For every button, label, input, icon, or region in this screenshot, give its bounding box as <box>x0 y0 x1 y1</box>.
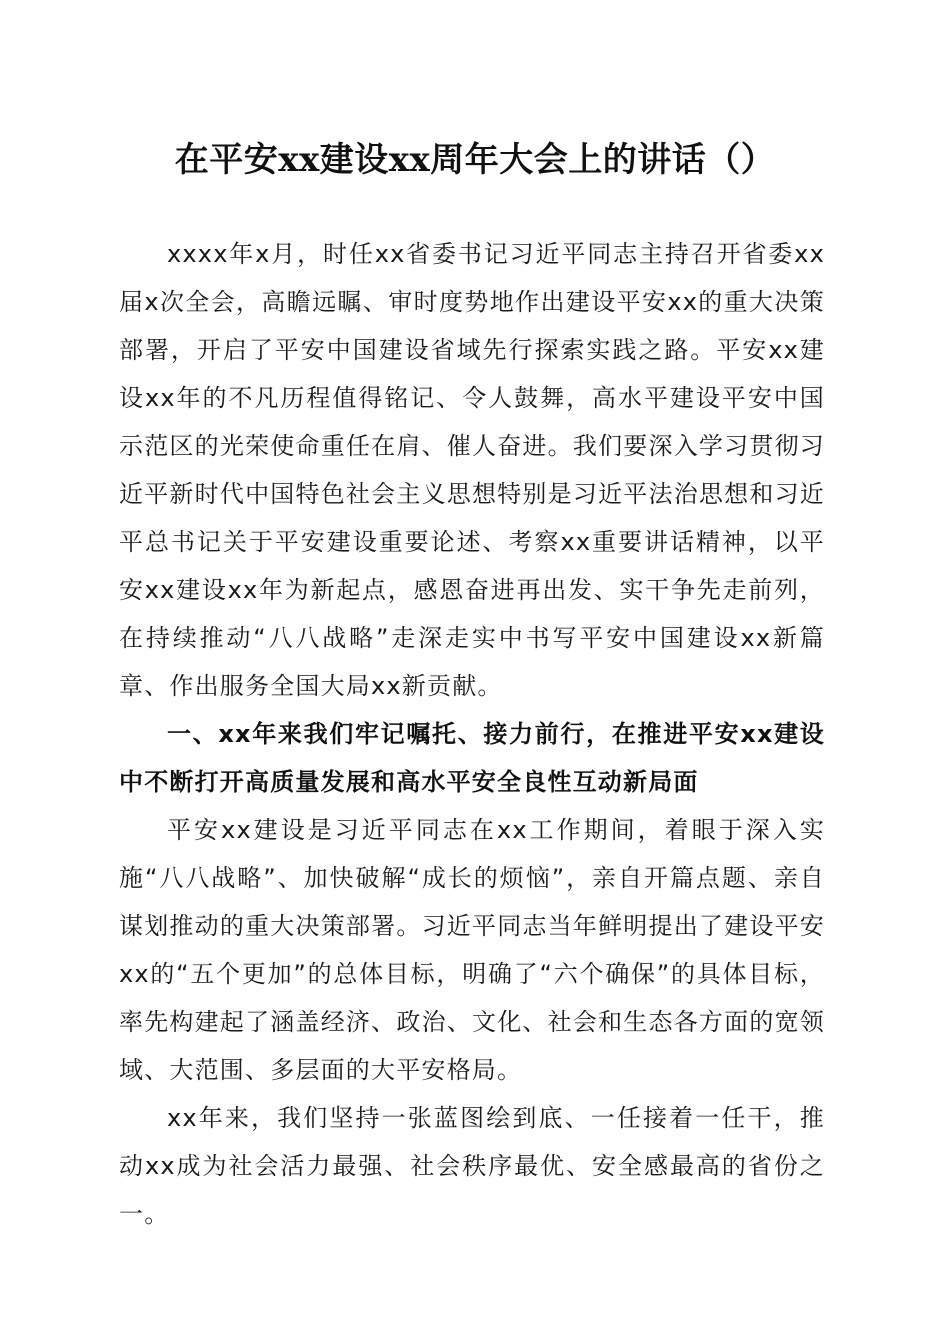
paragraph-intro: xxxx年x月，时任xx省委书记习近平同志主持召开省委xx届x次全会，高瞻远瞩、审时度势地作出建设平安xx的重大决策部署，开启了平安中国建设省域先行探索实践之路。平安xx建设xx年的不凡历程值得铭记、令人鼓舞，高水平建设平安中国示范区的光荣使命重任在肩、催人奋进。我们要深入学习贯彻习近平新时代中国特色社会主义思想特别是习近平法治思想和习近平总书记关于平安建设重要论述、考察xx重要讲话精神，以平安xx建设xx年为新起点，感恩奋进再出发、实干争先走前列，在持续推动“八八战略”走深走实中书写平安中国建设xx新篇章、作出服务全国大局xx新贡献。 <box>119 240 825 700</box>
section-heading-1: 一、xx年来我们牢记嘱托、接力前行，在推进平安xx建设中不断打开高质量发展和高水平安全良性互动新局面 <box>119 720 825 796</box>
paragraph-section-1-b: xx年来，我们坚持一张蓝图绘到底、一任接着一任干，推动xx成为社会活力最强、社会秩序最优、安全感最高的省份之一。 <box>119 1104 825 1228</box>
document-title: 在平安xx建设xx周年大会上的讲话（） <box>174 140 776 180</box>
paragraph-section-1-a: 平安xx建设是习近平同志在xx工作期间，着眼于深入实施“八八战略”、加快破解“成长的烦恼”，亲自开篇点题、亲自谋划推动的重大决策部署。习近平同志当年鲜明提出了建设平安xx的“五个更加”的总体目标，明确了“六个确保”的具体目标，率先构建起了涵盖经济、政治、文化、社会和生态各方面的宽领域、大范围、多层面的大平安格局。 <box>119 816 825 1084</box>
document-body <box>119 230 825 1238</box>
